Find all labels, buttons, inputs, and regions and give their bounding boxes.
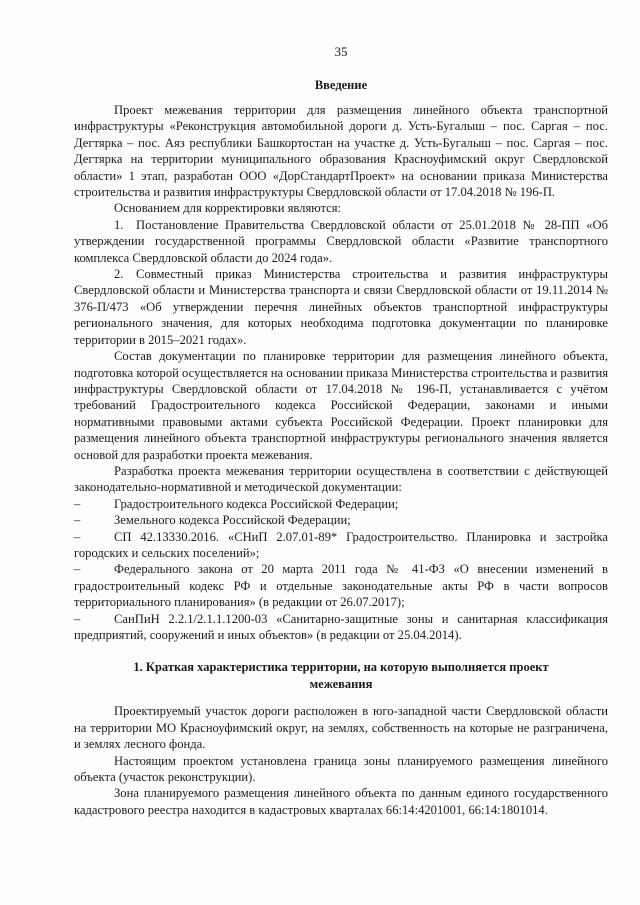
page-title: Введение	[314, 78, 368, 92]
list-item-text: СП 42.13330.2016. «СНиП 2.07.01-89* Градостроительство. Планировка и застройка городских и сельских поселений»;	[74, 529, 608, 560]
list-item-text: СанПиН 2.2.1/2.1.1.1200-03 «Санитарно-защитные зоны и санитарная классификация предприятий, сооружений и иных объектов» (в редакции от 25.04.2014).	[74, 611, 608, 642]
list-item-text: Федерального закона от 20 марта 2011 года № 41-ФЗ «О внесении изменений в градостроительный кодекс РФ и отдельные законодательные акты РФ в части вопросов территориального планирования» (в редакции от 26.07.2017);	[74, 562, 608, 610]
basis-item-1: 1. Постановление Правительства Свердловской области от 25.01.2018 № 28-ПП «Об утверждении государственной программы Свердловской области «Развитие транспортного комплекса Свердловской области до 2024 года».	[74, 217, 608, 265]
list-item	[74, 512, 608, 528]
section-1-title: 1. Краткая характеристика территории, на которую выполняется проект межевания	[133, 660, 549, 692]
list-item	[74, 611, 608, 644]
list-dash: –	[74, 496, 81, 511]
section-1-paragraph: Настоящим проектом установлена граница зоны планируемого размещения линейного объекта (участок реконструкции).	[74, 753, 608, 785]
intro-paragraph: Основанием для корректировки являются:	[114, 201, 342, 216]
section-1-paragraph: Зона планируемого размещения линейного объекта по данным единого государственного кадастрового реестра находится в кадастровых кварталах 66:14:4201001, 66:14:1801014.	[74, 786, 608, 817]
intro-paragraph: Состав документации по планировке территории для размещения линейного объекта, подготовка которой осуществляется на основании приказа Министерства строительства и развития инфраструктуры Свердловской области от 17.04.2018 № 196-П, устанавливается с учётом требований Градостроительного кодекса Российской Федерации, законами и иными нормативными правовыми актами субъекта Российской Федерации. Проект планировки для размещения линейного объекта транспортной инфраструктуры регионального значения является основой для разработки проекта межевания.	[74, 349, 608, 462]
list-dash: –	[74, 529, 81, 544]
list-dash: –	[74, 513, 81, 528]
list-item	[74, 561, 608, 610]
page-number: 35	[334, 44, 348, 59]
list-item	[74, 496, 608, 512]
list-item-text: Земельного кодекса Российской Федерации;	[114, 513, 351, 528]
intro-paragraph: Разработка проекта межевания территории осуществлена в соответствии с действующей законодательно-нормативной и методической документации:	[74, 463, 608, 495]
list-dash: –	[74, 562, 81, 577]
list-item-text: Градостроительного кодекса Российской Федерации;	[114, 496, 399, 511]
basis-item-2: 2. Совместный приказ Министерства строительства и развития инфраструктуры Свердловской области и Министерства транспорта и связи Свердловской области от 19.11.2014 № 376-П/473 «Об утверждении перечня линейных объектов транспортной инфраструктуры регионального значения, для которых необходима подготовка документации по планировке территории в 2015–2021 годах».	[74, 267, 608, 347]
section-1-paragraph: Проектируемый участок дороги расположен в юго-западной части Свердловской области на территории МО Красноуфимский округ, на землях, собственность на которые не разграничена, и землях лесного фонда.	[74, 704, 608, 752]
list-dash: –	[74, 611, 81, 626]
intro-paragraph: Проект межевания территории для размещения линейного объекта транспортной инфраструктуры «Реконструкция автомобильной дороги д. Усть-Бугалыш – пос. Саргая – пос. Дегтярка – пос. Аяз республики Башкортостан на участке д. Усть-Бугалыш – пос. Саргая – пос. Дегтярка на территории муниципального образования Красноуфимский округ Свердловской области» 1 этап, разработан ООО «ДорСтандартПроект» на основании приказа Министерства строительства и развития инфраструктуры Свердловской области от 17.04.2018 № 196-П.	[74, 103, 608, 200]
list-item	[74, 529, 608, 562]
